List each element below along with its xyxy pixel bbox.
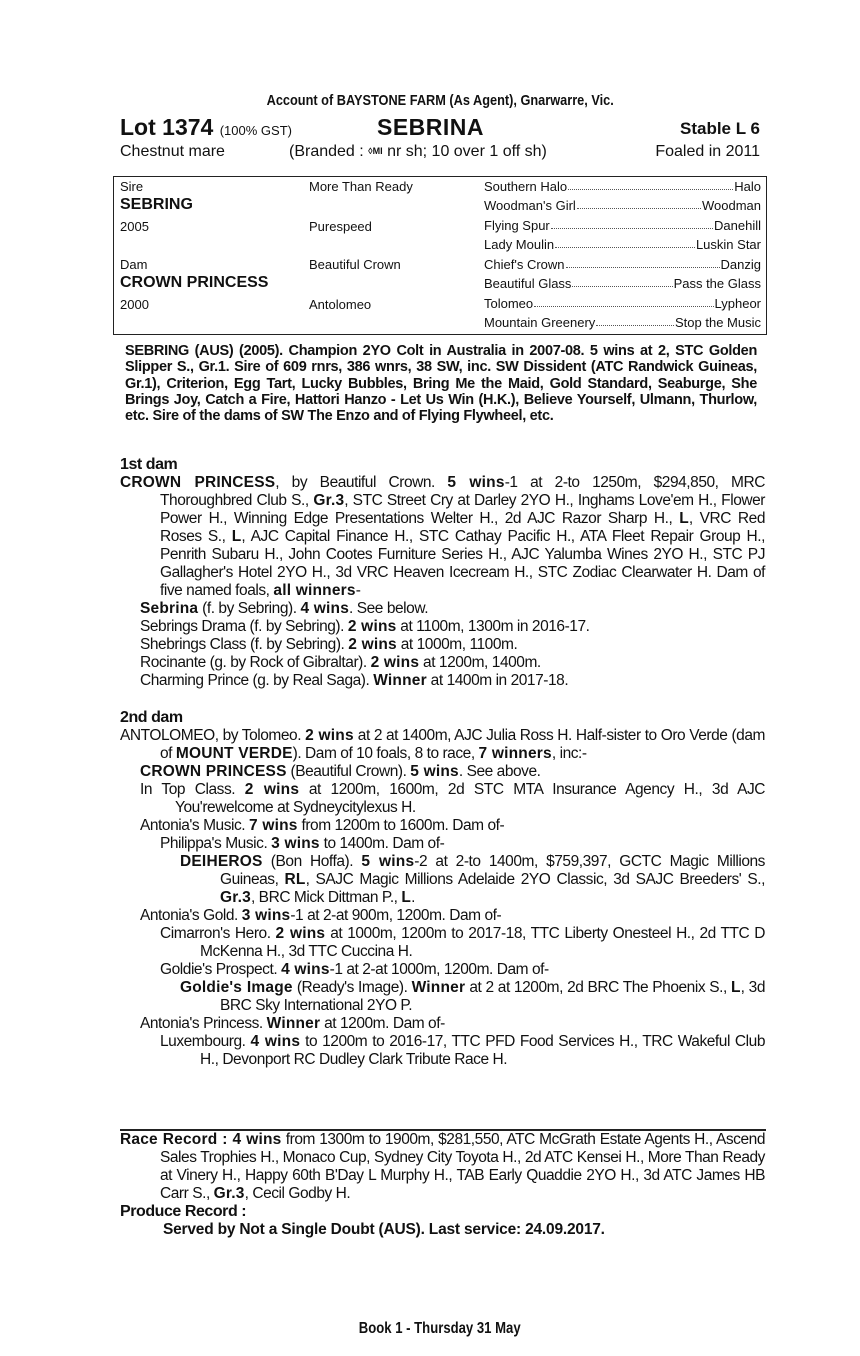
first-dam-heading: 1st dam (120, 456, 178, 473)
great-grandparent-name: Flying Spur (484, 218, 550, 233)
entry-text: , SAJC Magic Millions Adelaide 2YO Classic, 3d SAJC Breeders' S., (305, 871, 765, 888)
entry-text: at 1200m, 1600m, 2d STC MTA Insurance Agency H., 3d AJC You'rewelcome at Sydneycitylexus H. (175, 781, 766, 816)
lot-label: Lot 1374 (120, 114, 214, 140)
great-grandparent-name: Beautiful Glass (484, 276, 572, 291)
great-grandparent-name: Lady Moulin (484, 237, 555, 252)
entry-text: Luxembourg. (160, 1033, 251, 1050)
bold-text: L (731, 979, 741, 996)
entry-text: Rocinante (g. by Rock of Gibraltar). (140, 654, 371, 671)
bold-text: 5 wins (410, 763, 459, 780)
footer-text: Book 1 - Thursday 31 May (359, 1320, 521, 1337)
bold-text: 3 wins (271, 835, 320, 852)
entry-text: , VRC Red Roses S., (160, 510, 766, 545)
bold-text: Winner (373, 672, 427, 689)
bold-text: 4 wins (250, 1033, 301, 1050)
bold-text: Gr.3 (313, 492, 345, 509)
entry-text: , STC Street Cry at Darley 2YO H., Inghams Love'em H., Flower Power H., Winning Edge Presentations Welter H., 2d AJC Razor Sharp H., (160, 492, 765, 527)
great-grandparent-name: Woodman's Girl (484, 198, 576, 213)
great-grandparent-name: Chief's Crown (484, 257, 565, 272)
dam-name: CROWN PRINCESS (120, 274, 269, 291)
great-grandparent-row (484, 276, 761, 291)
entry-text: Sebrings Drama (f. by Sebring). (140, 618, 348, 635)
great-grandparent-sire: Pass the Glass (673, 276, 761, 291)
pedigree-entry (120, 672, 765, 690)
entry-text: to 1200m to 2016-17, TTC PFD Food Services H., TRC Wakeful Club H., Devonport RC Dudley Clark Tribute Race H. (200, 1033, 765, 1068)
pedigree-entry (120, 1015, 765, 1033)
great-grandparent-sire: Halo (734, 179, 761, 194)
entry-text: - (355, 582, 361, 599)
pedigree-entry (120, 853, 765, 907)
leader-dots (577, 198, 701, 209)
entry-text: , inc:- (551, 745, 587, 762)
entry-text: ANTOLOMEO, by Tolomeo. (120, 727, 306, 744)
vendor-account-text: Account of BAYSTONE FARM (As Agent), Gnarwarre, Vic. (266, 92, 614, 109)
pedigree-entry (120, 817, 765, 835)
race-record-section (120, 1131, 765, 1239)
bold-text: 5 wins (361, 853, 415, 870)
bold-text: L (401, 889, 412, 906)
great-grandparent-row (484, 315, 761, 330)
great-grandparent-sire: Stop the Music (675, 315, 761, 330)
great-grandparent-sire: Lypheor (714, 296, 761, 311)
entry-text: at 1000m, 1100m. (396, 636, 518, 653)
pedigree-entry (120, 654, 765, 672)
vendor-account (0, 92, 860, 109)
leader-dots (566, 257, 720, 268)
entry-text: (Bon Hoffa). (262, 853, 362, 870)
bold-text: Winner (411, 979, 466, 996)
bold-text: Winner (266, 1015, 321, 1032)
pedigree-entry (120, 727, 765, 763)
great-grandparent-row (484, 257, 761, 272)
great-grandparent-row (484, 198, 761, 213)
pedigree-entry (120, 763, 765, 781)
bold-text: 7 winners (478, 745, 552, 762)
page-footer (0, 1320, 860, 1338)
dam-label: Dam (120, 257, 148, 272)
great-grandparent-sire: Woodman (701, 198, 761, 213)
sire-label: Sire (120, 179, 144, 194)
bold-text: Sebrina (140, 600, 199, 617)
pedigree-entry (120, 925, 765, 961)
bold-text: L (231, 528, 242, 545)
pedigree-entry (120, 961, 765, 979)
leader-dots (572, 276, 672, 287)
brand-prefix: (Branded : (289, 143, 364, 160)
entry-text: ). Dam of 10 foals, 8 to race, (292, 745, 479, 762)
entry-text: (Beautiful Crown). (286, 763, 411, 780)
leader-dots (534, 296, 713, 307)
entry-text: Antonia's Music. (140, 817, 250, 834)
granddam-maternal: Antolomeo (309, 297, 372, 312)
pedigree-entry (120, 618, 765, 636)
bold-text: 4 wins (281, 961, 330, 978)
leader-dots (551, 218, 713, 229)
lot-number (120, 114, 292, 141)
pedigree-entry (120, 979, 765, 1015)
entry-text: at 1200m, 1400m. (419, 654, 541, 671)
entry-text: Antonia's Princess. (140, 1015, 267, 1032)
entry-text: -1 at 2-at 900m, 1200m. Dam of- (290, 907, 502, 924)
entry-text: . See above. (458, 763, 541, 780)
entry-text: at 1200m. Dam of- (320, 1015, 445, 1032)
dam-year: 2000 (120, 297, 149, 312)
entry-text: , Cecil Godby H. (244, 1185, 351, 1202)
entry-text: , 3d BRC Sky International 2YO P. (220, 979, 766, 1014)
bold-text: Goldie's Image (180, 979, 293, 996)
bold-text: 2 wins (244, 781, 300, 798)
entry-text: . See below. (349, 600, 429, 617)
bold-text: RL (284, 871, 306, 888)
entry-text: (f. by Sebring). (198, 600, 301, 617)
bold-text: 2 wins (370, 654, 420, 671)
bold-text: 3 wins (241, 907, 291, 924)
pedigree-entry (120, 474, 765, 600)
entry-text: to 1400m. Dam of- (319, 835, 445, 852)
bold-text: CROWN PRINCESS (120, 474, 276, 491)
bold-text: Gr.3 (213, 1185, 245, 1202)
entry-text: -1 at 2-to 1250m, $294,850, MRC Thoroughbred Club S., (160, 474, 766, 509)
entry-text: at 1100m, 1300m in 2016-17. (396, 618, 590, 635)
bold-text: 4 wins (300, 600, 350, 617)
brand-suffix: nr sh; 10 over 1 off sh) (387, 143, 547, 160)
grandsire-maternal: Beautiful Crown (309, 257, 401, 272)
entry-text: Goldie's Prospect. (160, 961, 282, 978)
bold-text: 7 wins (249, 817, 298, 834)
entry-text: at 2 at 1400m, AJC Julia Ross H. Half-sister to Oro Verde (dam of (160, 727, 765, 762)
entry-text: Shebrings Class (f. by Sebring). (140, 636, 349, 653)
great-grandparent-row (484, 179, 761, 194)
pedigree-entry (120, 1131, 765, 1203)
bold-text: MOUNT VERDE (175, 745, 293, 762)
great-grandparent-name: Tolomeo (484, 296, 534, 311)
entry-text: . (411, 889, 415, 906)
entry-text: at 1400m in 2017-18. (426, 672, 569, 689)
great-grandparent-sire: Danehill (714, 218, 761, 233)
stable-location: Stable L 6 (680, 119, 760, 138)
pedigree-entry (120, 1033, 765, 1069)
entry-text: , BRC Mick Dittman P., (250, 889, 402, 906)
entry-text: (Ready's Image). (292, 979, 412, 996)
great-grandparent-sire: Danzig (720, 257, 761, 272)
great-grandparent-name: Southern Halo (484, 179, 568, 194)
leader-dots (568, 179, 733, 190)
entry-text: from 1200m to 1600m. Dam of- (297, 817, 505, 834)
pedigree-entry (120, 600, 765, 618)
bold-text: 2 wins (305, 727, 354, 744)
first-dam-section (120, 456, 765, 690)
entry-text: , AJC Capital Finance H., STC Cathay Pacific H., ATA Fleet Repair Group H., Penrith Subaru H., John Cootes Furniture Series H., AJC Yalumba Wines 2YO H., STC PJ Gallagher's Hotel 2YO H., 3d VRC Heaven Icecream H., STC Zodiac Clearwater H. Dam of five named foals, (160, 528, 766, 599)
brand-mark: ◊MI (368, 146, 383, 156)
great-grandparent-row (484, 296, 761, 311)
great-grandparent-row (484, 218, 761, 233)
entry-text: at 1000m, 1200m to 2017-18, TTC Liberty Onesteel H., 2d TTC D McKenna H., 3d TTC Cuccina H. (200, 925, 766, 960)
grandsire-paternal: More Than Ready (309, 179, 413, 194)
great-grandparent-row (484, 237, 761, 252)
entry-text: Antonia's Gold. (140, 907, 242, 924)
sire-year: 2005 (120, 219, 149, 234)
bold-text: 2 wins (275, 925, 326, 942)
bold-text: L (679, 510, 689, 527)
bold-text: all winners (273, 582, 356, 599)
bold-text: Race Record : 4 wins (120, 1131, 282, 1148)
entry-text: Cimarron's Hero. (160, 925, 276, 942)
entry-text: Philippa's Music. (160, 835, 272, 852)
brand-description (289, 143, 547, 161)
bold-text: 2 wins (348, 636, 397, 653)
produce-record-label: Produce Record : (120, 1203, 247, 1220)
bold-text: Gr.3 (220, 889, 251, 906)
second-dam-section (120, 709, 765, 1069)
produce-record-text: Served by Not a Single Doubt (AUS). Last service: 24.09.2017. (163, 1221, 605, 1238)
second-dam-heading: 2nd dam (120, 709, 183, 726)
sire-summary: SEBRING (AUS) (2005). Champion 2YO Colt in Australia in 2007-08. 5 wins at 2, STC Golden Slipper S., Gr.1. Sire of 609 rnrs, 386 wnrs, 38 SW, inc. SW Dissident (ATC Randwick Guineas, Gr.1), Criterion, Egg Tart, Lucky Bubbles, Bring Me the Maid, Gold Standard, Seaburge, She Brings Joy, Catch a Fire, Hattori Hanzo - Let Us Win (H.K.), Believe Yourself, Ulmann, Thurlow, etc. Sire of the dams of SW The Enzo and of Flying Flywheel, etc. (125, 343, 757, 425)
foaled-year: Foaled in 2011 (655, 143, 760, 160)
great-grandparent-name: Mountain Greenery (484, 315, 596, 330)
entry-text: -2 at 2-to 1400m, $759,397, GCTC Magic Millions Guineas, (220, 853, 765, 888)
sire-name: SEBRING (120, 196, 193, 213)
entry-text: Charming Prince (g. by Real Saga). (140, 672, 374, 689)
leader-dots (555, 237, 695, 248)
horse-name: SEBRINA (377, 114, 485, 140)
pedigree-entry (120, 636, 765, 654)
entry-text: In Top Class. (140, 781, 245, 798)
horse-description: Chestnut mare (120, 143, 225, 160)
entry-text: at 2 at 1200m, 2d BRC The Phoenix S., (465, 979, 731, 996)
bold-text: 5 wins (447, 474, 505, 491)
great-grandparent-sire: Luskin Star (695, 237, 761, 252)
entry-text: from 1300m to 1900m, $281,550, ATC McGrath Estate Agents H., Ascend Sales Trophies H., Monaco Cup, Sydney City Toyota H., 2d ATC Kensei H., More Than Ready at Vinery H., Happy 60th B'Day L Murphy H., TAB Early Quaddie 2YO H., 3d ATC James HB Carr S., (160, 1131, 765, 1202)
gst-note: (100% GST) (219, 123, 292, 138)
pedigree-entry (120, 781, 765, 817)
bold-text: 2 wins (347, 618, 397, 635)
pedigree-entry (120, 907, 765, 925)
bold-text: CROWN PRINCESS (140, 763, 287, 780)
granddam-paternal: Purespeed (309, 219, 372, 234)
pedigree-entry (120, 835, 765, 853)
bold-text: DEIHEROS (180, 853, 263, 870)
entry-text: , by Beautiful Crown. (275, 474, 448, 491)
leader-dots (596, 315, 674, 326)
pedigree-table (113, 176, 767, 335)
entry-text: -1 at 2-at 1000m, 1200m. Dam of- (329, 961, 549, 978)
